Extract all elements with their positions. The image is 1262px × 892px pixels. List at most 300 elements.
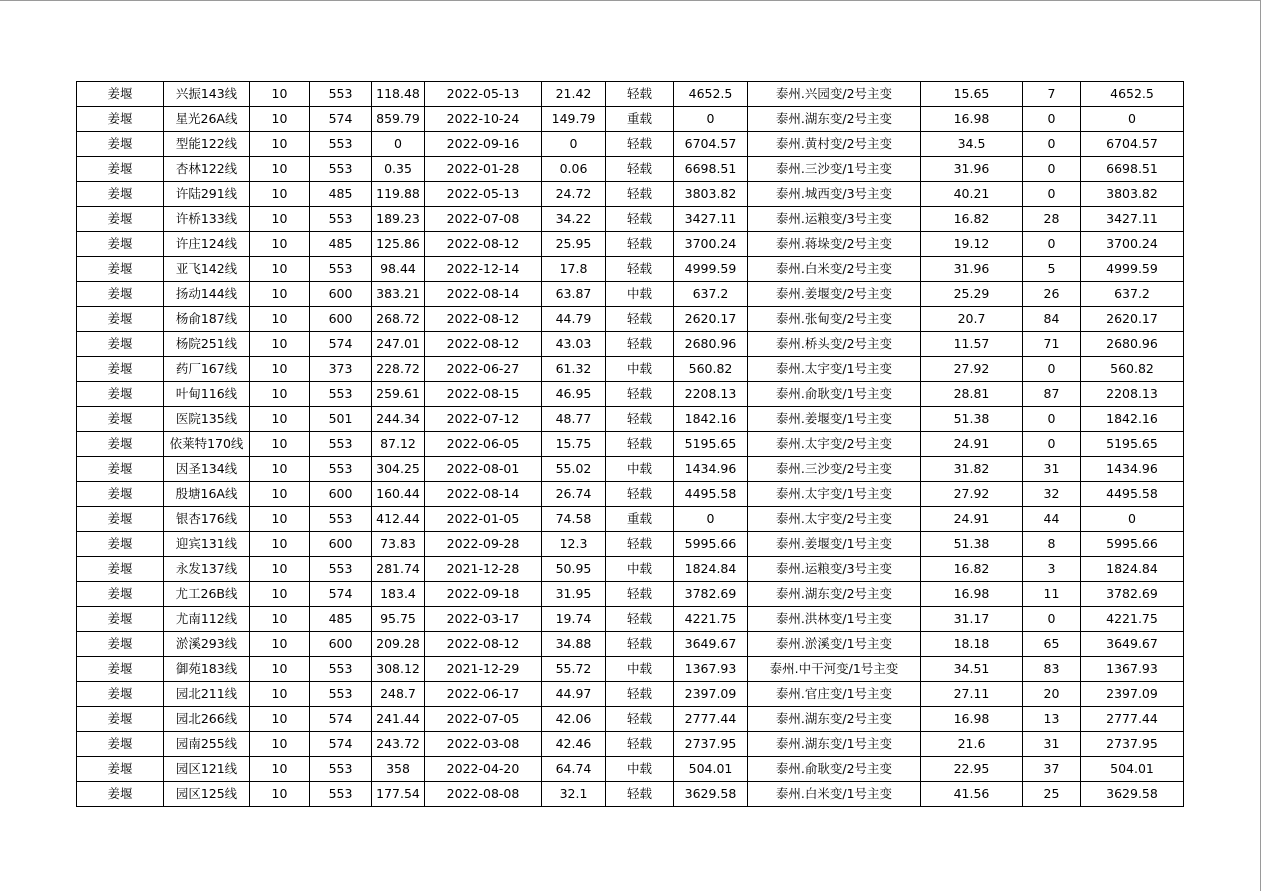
- cell-transformer: 泰州.姜堰变/1号主变: [748, 407, 921, 432]
- cell-transformer-load-rate: 16.98: [921, 582, 1023, 607]
- cell-capacity: 2777.44: [1081, 707, 1184, 732]
- cell-date: 2021-12-28: [425, 557, 542, 582]
- cell-load-status: 轻载: [606, 82, 674, 107]
- cell-available-capacity: 3700.24: [674, 232, 748, 257]
- cell-capacity: 6698.51: [1081, 157, 1184, 182]
- cell-voltage: 10: [250, 557, 310, 582]
- cell-district: 姜堰: [77, 157, 164, 182]
- cell-line-name: 园南255线: [164, 732, 250, 757]
- cell-capacity: 0: [1081, 507, 1184, 532]
- cell-line-name: 杨俞187线: [164, 307, 250, 332]
- cell-date: 2022-08-14: [425, 482, 542, 507]
- cell-load-status: 轻载: [606, 707, 674, 732]
- cell-transformer: 泰州.白米变/2号主变: [748, 257, 921, 282]
- cell-max-current: 228.72: [372, 357, 425, 382]
- cell-voltage: 10: [250, 707, 310, 732]
- cell-voltage: 10: [250, 532, 310, 557]
- cell-line-name: 型能122线: [164, 132, 250, 157]
- cell-max-current: 268.72: [372, 307, 425, 332]
- cell-capacity: 5195.65: [1081, 432, 1184, 457]
- cell-load-rate: 61.32: [542, 357, 606, 382]
- cell-capacity: 2737.95: [1081, 732, 1184, 757]
- cell-date: 2022-05-13: [425, 182, 542, 207]
- cell-load-rate: 19.74: [542, 607, 606, 632]
- cell-transformer-load-rate: 51.38: [921, 532, 1023, 557]
- cell-load-status: 中载: [606, 282, 674, 307]
- table-row: [77, 232, 1184, 257]
- cell-count: 87: [1023, 382, 1081, 407]
- cell-voltage: 10: [250, 82, 310, 107]
- cell-count: 0: [1023, 157, 1081, 182]
- cell-transformer: 泰州.洪林变/1号主变: [748, 607, 921, 632]
- cell-district: 姜堰: [77, 207, 164, 232]
- table-row: [77, 307, 1184, 332]
- table-row: [77, 457, 1184, 482]
- cell-count: 0: [1023, 182, 1081, 207]
- cell-line-name: 银杏176线: [164, 507, 250, 532]
- cell-line-name: 迎宾131线: [164, 532, 250, 557]
- cell-transformer-load-rate: 16.82: [921, 557, 1023, 582]
- cell-load-status: 轻载: [606, 632, 674, 657]
- cell-available-capacity: 0: [674, 107, 748, 132]
- cell-district: 姜堰: [77, 582, 164, 607]
- cell-available-capacity: 5995.66: [674, 532, 748, 557]
- cell-district: 姜堰: [77, 682, 164, 707]
- cell-capacity: 3700.24: [1081, 232, 1184, 257]
- cell-line-name: 尤工26B线: [164, 582, 250, 607]
- cell-available-capacity: 4221.75: [674, 607, 748, 632]
- table-row: [77, 432, 1184, 457]
- cell-district: 姜堰: [77, 407, 164, 432]
- cell-load-rate: 21.42: [542, 82, 606, 107]
- cell-max-current: 247.01: [372, 332, 425, 357]
- cell-rated-current: 553: [310, 682, 372, 707]
- cell-line-name: 医院135线: [164, 407, 250, 432]
- cell-capacity: 637.2: [1081, 282, 1184, 307]
- cell-line-name: 兴振143线: [164, 82, 250, 107]
- cell-transformer: 泰州.黄村变/2号主变: [748, 132, 921, 157]
- cell-available-capacity: 0: [674, 507, 748, 532]
- table-row: [77, 82, 1184, 107]
- cell-capacity: 3803.82: [1081, 182, 1184, 207]
- table-row: [77, 482, 1184, 507]
- table-row: [77, 332, 1184, 357]
- cell-load-status: 重载: [606, 507, 674, 532]
- cell-load-rate: 32.1: [542, 782, 606, 807]
- table-row: [77, 207, 1184, 232]
- cell-district: 姜堰: [77, 357, 164, 382]
- cell-available-capacity: 2397.09: [674, 682, 748, 707]
- cell-rated-current: 553: [310, 557, 372, 582]
- cell-load-status: 轻载: [606, 432, 674, 457]
- cell-rated-current: 553: [310, 432, 372, 457]
- cell-transformer-load-rate: 20.7: [921, 307, 1023, 332]
- cell-rated-current: 553: [310, 782, 372, 807]
- cell-transformer-load-rate: 31.17: [921, 607, 1023, 632]
- cell-load-status: 轻载: [606, 607, 674, 632]
- cell-transformer-load-rate: 27.11: [921, 682, 1023, 707]
- cell-date: 2022-07-05: [425, 707, 542, 732]
- cell-line-name: 依莱特170线: [164, 432, 250, 457]
- cell-capacity: 1824.84: [1081, 557, 1184, 582]
- cell-max-current: 118.48: [372, 82, 425, 107]
- cell-transformer-load-rate: 51.38: [921, 407, 1023, 432]
- cell-count: 71: [1023, 332, 1081, 357]
- cell-count: 5: [1023, 257, 1081, 282]
- cell-transformer: 泰州.运粮变/3号主变: [748, 207, 921, 232]
- cell-max-current: 304.25: [372, 457, 425, 482]
- cell-transformer-load-rate: 25.29: [921, 282, 1023, 307]
- cell-transformer: 泰州.城西变/3号主变: [748, 182, 921, 207]
- cell-date: 2022-06-05: [425, 432, 542, 457]
- cell-transformer-load-rate: 18.18: [921, 632, 1023, 657]
- cell-date: 2022-12-14: [425, 257, 542, 282]
- cell-transformer: 泰州.运粮变/3号主变: [748, 557, 921, 582]
- cell-voltage: 10: [250, 207, 310, 232]
- cell-transformer-load-rate: 15.65: [921, 82, 1023, 107]
- cell-rated-current: 485: [310, 232, 372, 257]
- cell-count: 0: [1023, 357, 1081, 382]
- cell-transformer-load-rate: 40.21: [921, 182, 1023, 207]
- cell-transformer: 泰州.太宇变/2号主变: [748, 507, 921, 532]
- cell-transformer: 泰州.湖东变/2号主变: [748, 582, 921, 607]
- data-table: [76, 81, 1184, 807]
- cell-line-name: 杏林122线: [164, 157, 250, 182]
- cell-max-current: 95.75: [372, 607, 425, 632]
- cell-max-current: 73.83: [372, 532, 425, 557]
- cell-load-status: 轻载: [606, 407, 674, 432]
- cell-load-rate: 55.72: [542, 657, 606, 682]
- table-row: [77, 182, 1184, 207]
- cell-voltage: 10: [250, 582, 310, 607]
- cell-voltage: 10: [250, 107, 310, 132]
- cell-rated-current: 553: [310, 757, 372, 782]
- cell-max-current: 160.44: [372, 482, 425, 507]
- cell-load-rate: 55.02: [542, 457, 606, 482]
- cell-load-status: 中载: [606, 357, 674, 382]
- cell-district: 姜堰: [77, 332, 164, 357]
- cell-max-current: 0.35: [372, 157, 425, 182]
- table-row: [77, 357, 1184, 382]
- cell-available-capacity: 6698.51: [674, 157, 748, 182]
- cell-line-name: 园北211线: [164, 682, 250, 707]
- cell-available-capacity: 6704.57: [674, 132, 748, 157]
- cell-date: 2022-05-13: [425, 82, 542, 107]
- cell-rated-current: 600: [310, 307, 372, 332]
- cell-rated-current: 553: [310, 157, 372, 182]
- cell-max-current: 859.79: [372, 107, 425, 132]
- cell-max-current: 209.28: [372, 632, 425, 657]
- cell-date: 2022-09-28: [425, 532, 542, 557]
- cell-voltage: 10: [250, 332, 310, 357]
- cell-voltage: 10: [250, 457, 310, 482]
- cell-capacity: 1842.16: [1081, 407, 1184, 432]
- cell-transformer: 泰州.姜堰变/1号主变: [748, 532, 921, 557]
- cell-date: 2022-10-24: [425, 107, 542, 132]
- cell-rated-current: 553: [310, 382, 372, 407]
- cell-line-name: 扬动144线: [164, 282, 250, 307]
- cell-line-name: 殷塘16A线: [164, 482, 250, 507]
- cell-rated-current: 574: [310, 332, 372, 357]
- cell-count: 11: [1023, 582, 1081, 607]
- cell-count: 83: [1023, 657, 1081, 682]
- cell-district: 姜堰: [77, 282, 164, 307]
- cell-max-current: 243.72: [372, 732, 425, 757]
- cell-transformer: 泰州.湖东变/2号主变: [748, 107, 921, 132]
- table-row: [77, 407, 1184, 432]
- cell-rated-current: 600: [310, 282, 372, 307]
- cell-capacity: 2397.09: [1081, 682, 1184, 707]
- table-row: [77, 382, 1184, 407]
- cell-transformer: 泰州.三沙变/1号主变: [748, 157, 921, 182]
- cell-load-rate: 48.77: [542, 407, 606, 432]
- cell-voltage: 10: [250, 682, 310, 707]
- cell-date: 2022-08-12: [425, 632, 542, 657]
- cell-district: 姜堰: [77, 232, 164, 257]
- cell-voltage: 10: [250, 782, 310, 807]
- cell-date: 2022-07-12: [425, 407, 542, 432]
- cell-district: 姜堰: [77, 257, 164, 282]
- cell-available-capacity: 1842.16: [674, 407, 748, 432]
- cell-date: 2022-06-17: [425, 682, 542, 707]
- cell-load-rate: 43.03: [542, 332, 606, 357]
- cell-load-rate: 17.8: [542, 257, 606, 282]
- cell-voltage: 10: [250, 307, 310, 332]
- cell-transformer-load-rate: 22.95: [921, 757, 1023, 782]
- cell-capacity: 4221.75: [1081, 607, 1184, 632]
- cell-transformer-load-rate: 28.81: [921, 382, 1023, 407]
- cell-rated-current: 553: [310, 207, 372, 232]
- cell-max-current: 244.34: [372, 407, 425, 432]
- cell-count: 65: [1023, 632, 1081, 657]
- cell-load-rate: 44.79: [542, 307, 606, 332]
- cell-load-status: 轻载: [606, 782, 674, 807]
- cell-transformer-load-rate: 31.82: [921, 457, 1023, 482]
- cell-load-rate: 12.3: [542, 532, 606, 557]
- cell-district: 姜堰: [77, 607, 164, 632]
- cell-rated-current: 574: [310, 707, 372, 732]
- cell-date: 2022-03-08: [425, 732, 542, 757]
- table-row: [77, 682, 1184, 707]
- cell-rated-current: 600: [310, 532, 372, 557]
- cell-transformer-load-rate: 34.51: [921, 657, 1023, 682]
- cell-available-capacity: 3803.82: [674, 182, 748, 207]
- cell-capacity: 4999.59: [1081, 257, 1184, 282]
- cell-transformer: 泰州.张甸变/2号主变: [748, 307, 921, 332]
- cell-max-current: 177.54: [372, 782, 425, 807]
- cell-max-current: 281.74: [372, 557, 425, 582]
- cell-count: 0: [1023, 607, 1081, 632]
- cell-voltage: 10: [250, 182, 310, 207]
- cell-voltage: 10: [250, 482, 310, 507]
- cell-count: 0: [1023, 132, 1081, 157]
- cell-load-status: 轻载: [606, 332, 674, 357]
- cell-capacity: 3427.11: [1081, 207, 1184, 232]
- cell-count: 44: [1023, 507, 1081, 532]
- cell-max-current: 248.7: [372, 682, 425, 707]
- cell-transformer: 泰州.中干河变/1号主变: [748, 657, 921, 682]
- cell-count: 25: [1023, 782, 1081, 807]
- cell-line-name: 叶甸116线: [164, 382, 250, 407]
- cell-max-current: 189.23: [372, 207, 425, 232]
- cell-rated-current: 553: [310, 132, 372, 157]
- cell-max-current: 259.61: [372, 382, 425, 407]
- cell-load-rate: 50.95: [542, 557, 606, 582]
- cell-load-rate: 74.58: [542, 507, 606, 532]
- cell-max-current: 183.4: [372, 582, 425, 607]
- cell-district: 姜堰: [77, 82, 164, 107]
- cell-line-name: 杨院251线: [164, 332, 250, 357]
- cell-rated-current: 501: [310, 407, 372, 432]
- cell-date: 2022-08-12: [425, 332, 542, 357]
- cell-load-status: 轻载: [606, 682, 674, 707]
- cell-voltage: 10: [250, 757, 310, 782]
- cell-transformer: 泰州.蒋垛变/2号主变: [748, 232, 921, 257]
- cell-available-capacity: 4652.5: [674, 82, 748, 107]
- cell-transformer: 泰州.兴园变/2号主变: [748, 82, 921, 107]
- cell-capacity: 4495.58: [1081, 482, 1184, 507]
- cell-transformer: 泰州.三沙变/2号主变: [748, 457, 921, 482]
- cell-load-rate: 63.87: [542, 282, 606, 307]
- cell-date: 2022-09-16: [425, 132, 542, 157]
- cell-date: 2022-01-28: [425, 157, 542, 182]
- table-row: [77, 507, 1184, 532]
- cell-transformer: 泰州.白米变/1号主变: [748, 782, 921, 807]
- table-row: [77, 782, 1184, 807]
- table-row: [77, 607, 1184, 632]
- cell-max-current: 119.88: [372, 182, 425, 207]
- cell-load-status: 轻载: [606, 732, 674, 757]
- table-row: [77, 582, 1184, 607]
- cell-load-status: 中载: [606, 657, 674, 682]
- cell-load-rate: 34.22: [542, 207, 606, 232]
- cell-rated-current: 574: [310, 732, 372, 757]
- cell-date: 2022-01-05: [425, 507, 542, 532]
- cell-district: 姜堰: [77, 782, 164, 807]
- cell-max-current: 125.86: [372, 232, 425, 257]
- cell-rated-current: 553: [310, 657, 372, 682]
- cell-available-capacity: 1367.93: [674, 657, 748, 682]
- cell-district: 姜堰: [77, 532, 164, 557]
- cell-district: 姜堰: [77, 307, 164, 332]
- cell-line-name: 园区125线: [164, 782, 250, 807]
- cell-count: 7: [1023, 82, 1081, 107]
- cell-available-capacity: 637.2: [674, 282, 748, 307]
- cell-line-name: 药厂167线: [164, 357, 250, 382]
- cell-transformer-load-rate: 24.91: [921, 507, 1023, 532]
- cell-available-capacity: 1824.84: [674, 557, 748, 582]
- cell-rated-current: 574: [310, 582, 372, 607]
- table-row: [77, 732, 1184, 757]
- cell-transformer: 泰州.太宇变/2号主变: [748, 432, 921, 457]
- cell-transformer-load-rate: 31.96: [921, 257, 1023, 282]
- cell-count: 0: [1023, 407, 1081, 432]
- table-row: [77, 557, 1184, 582]
- cell-rated-current: 600: [310, 632, 372, 657]
- table-row: [77, 282, 1184, 307]
- cell-date: 2022-03-17: [425, 607, 542, 632]
- cell-load-rate: 42.06: [542, 707, 606, 732]
- cell-line-name: 星光26A线: [164, 107, 250, 132]
- cell-load-status: 中载: [606, 457, 674, 482]
- cell-count: 0: [1023, 232, 1081, 257]
- cell-transformer-load-rate: 27.92: [921, 357, 1023, 382]
- cell-max-current: 412.44: [372, 507, 425, 532]
- cell-transformer: 泰州.淤溪变/1号主变: [748, 632, 921, 657]
- table-row: [77, 532, 1184, 557]
- cell-voltage: 10: [250, 607, 310, 632]
- cell-date: 2022-07-08: [425, 207, 542, 232]
- cell-district: 姜堰: [77, 457, 164, 482]
- cell-load-rate: 0: [542, 132, 606, 157]
- cell-count: 8: [1023, 532, 1081, 557]
- cell-rated-current: 485: [310, 607, 372, 632]
- table-row: [77, 657, 1184, 682]
- cell-capacity: 560.82: [1081, 357, 1184, 382]
- cell-count: 3: [1023, 557, 1081, 582]
- cell-voltage: 10: [250, 432, 310, 457]
- cell-load-status: 轻载: [606, 207, 674, 232]
- cell-date: 2021-12-29: [425, 657, 542, 682]
- cell-line-name: 许庄124线: [164, 232, 250, 257]
- cell-date: 2022-04-20: [425, 757, 542, 782]
- cell-capacity: 3649.67: [1081, 632, 1184, 657]
- table-row: [77, 257, 1184, 282]
- cell-line-name: 尤南112线: [164, 607, 250, 632]
- cell-available-capacity: 2680.96: [674, 332, 748, 357]
- cell-capacity: 5995.66: [1081, 532, 1184, 557]
- cell-transformer: 泰州.湖东变/2号主变: [748, 707, 921, 732]
- cell-available-capacity: 3782.69: [674, 582, 748, 607]
- cell-transformer: 泰州.俞耿变/2号主变: [748, 757, 921, 782]
- cell-transformer: 泰州.太宇变/1号主变: [748, 357, 921, 382]
- cell-available-capacity: 4999.59: [674, 257, 748, 282]
- cell-capacity: 6704.57: [1081, 132, 1184, 157]
- cell-line-name: 因圣134线: [164, 457, 250, 482]
- cell-available-capacity: 2777.44: [674, 707, 748, 732]
- cell-capacity: 3629.58: [1081, 782, 1184, 807]
- cell-district: 姜堰: [77, 182, 164, 207]
- cell-date: 2022-08-12: [425, 307, 542, 332]
- cell-load-rate: 15.75: [542, 432, 606, 457]
- cell-load-rate: 31.95: [542, 582, 606, 607]
- cell-available-capacity: 3629.58: [674, 782, 748, 807]
- cell-capacity: 0: [1081, 107, 1184, 132]
- cell-rated-current: 373: [310, 357, 372, 382]
- cell-rated-current: 553: [310, 457, 372, 482]
- cell-load-rate: 42.46: [542, 732, 606, 757]
- table-body: [77, 82, 1184, 807]
- cell-line-name: 许陆291线: [164, 182, 250, 207]
- cell-count: 28: [1023, 207, 1081, 232]
- cell-rated-current: 553: [310, 507, 372, 532]
- cell-available-capacity: 2737.95: [674, 732, 748, 757]
- cell-date: 2022-08-14: [425, 282, 542, 307]
- cell-count: 32: [1023, 482, 1081, 507]
- cell-max-current: 98.44: [372, 257, 425, 282]
- cell-line-name: 园北266线: [164, 707, 250, 732]
- cell-count: 26: [1023, 282, 1081, 307]
- cell-capacity: 2208.13: [1081, 382, 1184, 407]
- cell-load-rate: 44.97: [542, 682, 606, 707]
- cell-available-capacity: 504.01: [674, 757, 748, 782]
- cell-transformer: 泰州.官庄变/1号主变: [748, 682, 921, 707]
- cell-rated-current: 553: [310, 257, 372, 282]
- cell-transformer: 泰州.俞耿变/1号主变: [748, 382, 921, 407]
- cell-date: 2022-06-27: [425, 357, 542, 382]
- cell-count: 20: [1023, 682, 1081, 707]
- cell-date: 2022-09-18: [425, 582, 542, 607]
